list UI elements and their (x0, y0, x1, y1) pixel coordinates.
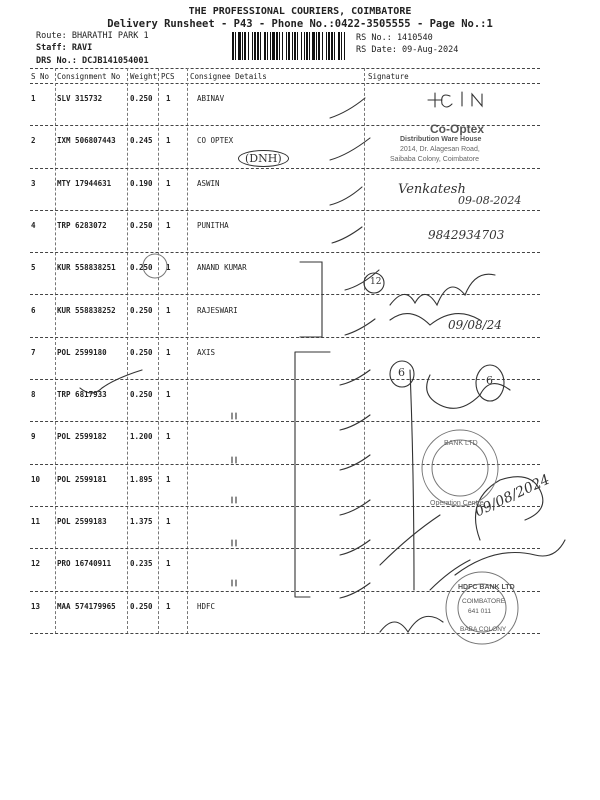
rs-date: RS Date: 09-Aug-2024 (356, 45, 459, 55)
cell-weight: 1.200 (130, 432, 153, 442)
cell-consignment: SLV 315732 (57, 94, 103, 103)
optex-stamp-line1: Distribution Ware House (400, 136, 482, 143)
cell-pcs: 1 (166, 474, 171, 484)
cell-sno: 6 (31, 305, 36, 315)
cell-pcs: 1 (166, 263, 171, 273)
cell-consignment: POL 2599182 (57, 432, 107, 442)
cell-consignment: POL 2599181 (57, 474, 107, 484)
bank-seal-bottom: Operation Centre (430, 500, 484, 507)
col-sno: S No (31, 72, 50, 81)
hdfc-seal-top: HDFC BANK LTD (458, 584, 515, 591)
hdfc-seal-code: 641 011 (468, 608, 492, 615)
staff-label: Staff: RAVI (36, 43, 93, 53)
cell-sno: 10 (31, 474, 41, 484)
drs-number: DRS No.: DCJB141054001 (36, 56, 149, 66)
cell-weight: 0.190 (130, 178, 153, 188)
cell-pcs: 1 (166, 559, 171, 569)
cell-weight: 0.250 (130, 390, 153, 400)
circled-6b: 6 (486, 374, 493, 387)
cell-consignment: KUR 558838251 (57, 263, 116, 273)
dnh-note: (DNH) (238, 150, 289, 167)
cell-pcs: 1 (166, 136, 171, 146)
cell-pcs: 1 (166, 305, 171, 315)
cell-sno: 5 (31, 263, 36, 273)
cell-consignment: KUR 558838252 (57, 305, 116, 315)
col-consignment: Consignment No (57, 72, 121, 81)
col-weight: Weight (130, 72, 158, 81)
document-title: THE PROFESSIONAL COURIERS, COIMBATORE (188, 6, 412, 17)
cell-consignment: MAA 574179965 (57, 601, 116, 611)
venkatesh-signature: Venkatesh (398, 182, 466, 197)
cell-consignee: ABINAV (197, 94, 225, 103)
cell-consignment: POL 2599180 (57, 347, 107, 357)
cell-weight: 0.250 (130, 305, 153, 315)
cell-consignee: PUNITHA (197, 220, 229, 230)
optex-stamp-line3: Saibaba Colony, Coimbatore (390, 156, 479, 163)
cell-pcs: 1 (166, 178, 171, 188)
phone-note: 9842934703 (428, 228, 505, 242)
cell-sno: 2 (31, 136, 36, 146)
cell-pcs: 1 (166, 432, 171, 442)
document-subtitle: Delivery Runsheet - P43 - Phone No.:0422-3505555 - Page No.:1 (107, 18, 493, 30)
cell-consignment: TRP 6283072 (57, 220, 107, 230)
cell-pcs: 1 (166, 517, 171, 526)
cell-consignment: POL 2599183 (57, 517, 107, 526)
cell-consignment: IXM 506807443 (57, 136, 116, 146)
delivery-date-2: 09/08/24 (448, 318, 502, 332)
bank-seal-top: BANK LTD (444, 440, 478, 447)
delivery-date-3: 09/08/2024 (472, 471, 553, 521)
col-signature: Signature (368, 72, 409, 81)
cell-pcs: 1 (166, 220, 171, 230)
cell-sno: 8 (31, 390, 36, 400)
cell-weight: 0.250 (130, 220, 153, 230)
cell-consignee: HDFC (197, 601, 216, 611)
cell-weight: 0.250 (130, 601, 153, 611)
col-pcs: PCS (161, 72, 175, 81)
cell-pcs: 1 (166, 601, 171, 611)
cell-weight: 0.245 (130, 136, 153, 146)
cell-sno: 7 (31, 347, 36, 357)
cell-weight: 1.375 (130, 517, 153, 526)
optex-stamp-line2: 2014, Dr. Alagesan Road, (400, 146, 480, 153)
cell-consignee: ANAND KUMAR (197, 263, 247, 273)
cell-consignee: AXIS (197, 347, 216, 357)
cell-weight: 1.895 (130, 474, 153, 484)
cell-sno: 12 (31, 559, 41, 569)
cell-sno: 3 (31, 178, 36, 188)
cell-pcs: 1 (166, 94, 171, 103)
cell-sno: 9 (31, 432, 36, 442)
cell-weight: 0.250 (130, 94, 153, 103)
cell-pcs: 1 (166, 390, 171, 400)
delivery-date-1: 09-08-2024 (458, 194, 522, 207)
cell-consignee: ASWIN (197, 178, 220, 188)
cell-weight: 0.250 (130, 263, 153, 273)
cell-sno: 1 (31, 94, 36, 103)
circled-12: 12 (370, 277, 382, 287)
cell-pcs: 1 (166, 347, 171, 357)
cell-consignment: TRP 6817933 (57, 390, 107, 400)
cell-consignment: MTY 17944631 (57, 178, 112, 188)
cell-weight: 0.250 (130, 347, 153, 357)
cell-sno: 11 (31, 517, 41, 526)
optex-stamp-name: Co-Optex (430, 122, 484, 136)
hdfc-seal-bottom: BABA COLONY (460, 626, 507, 633)
hdfc-seal-mid: COIMBATORE (462, 598, 506, 605)
cell-sno: 4 (31, 220, 36, 230)
cell-weight: 0.235 (130, 559, 153, 569)
col-consignee: Consignee Details (190, 72, 267, 81)
cell-consignee: RAJESWARI (197, 305, 238, 315)
cell-consignee: CO OPTEX (197, 136, 234, 146)
check-mark-row1 (330, 98, 365, 118)
rs-number: RS No.: 1410540 (356, 33, 433, 43)
route-label: Route: BHARATHI PARK 1 (36, 31, 149, 41)
circled-6a: 6 (398, 366, 405, 379)
cell-consignment: PRO 16740911 (57, 559, 112, 569)
cell-sno: 13 (31, 601, 41, 611)
